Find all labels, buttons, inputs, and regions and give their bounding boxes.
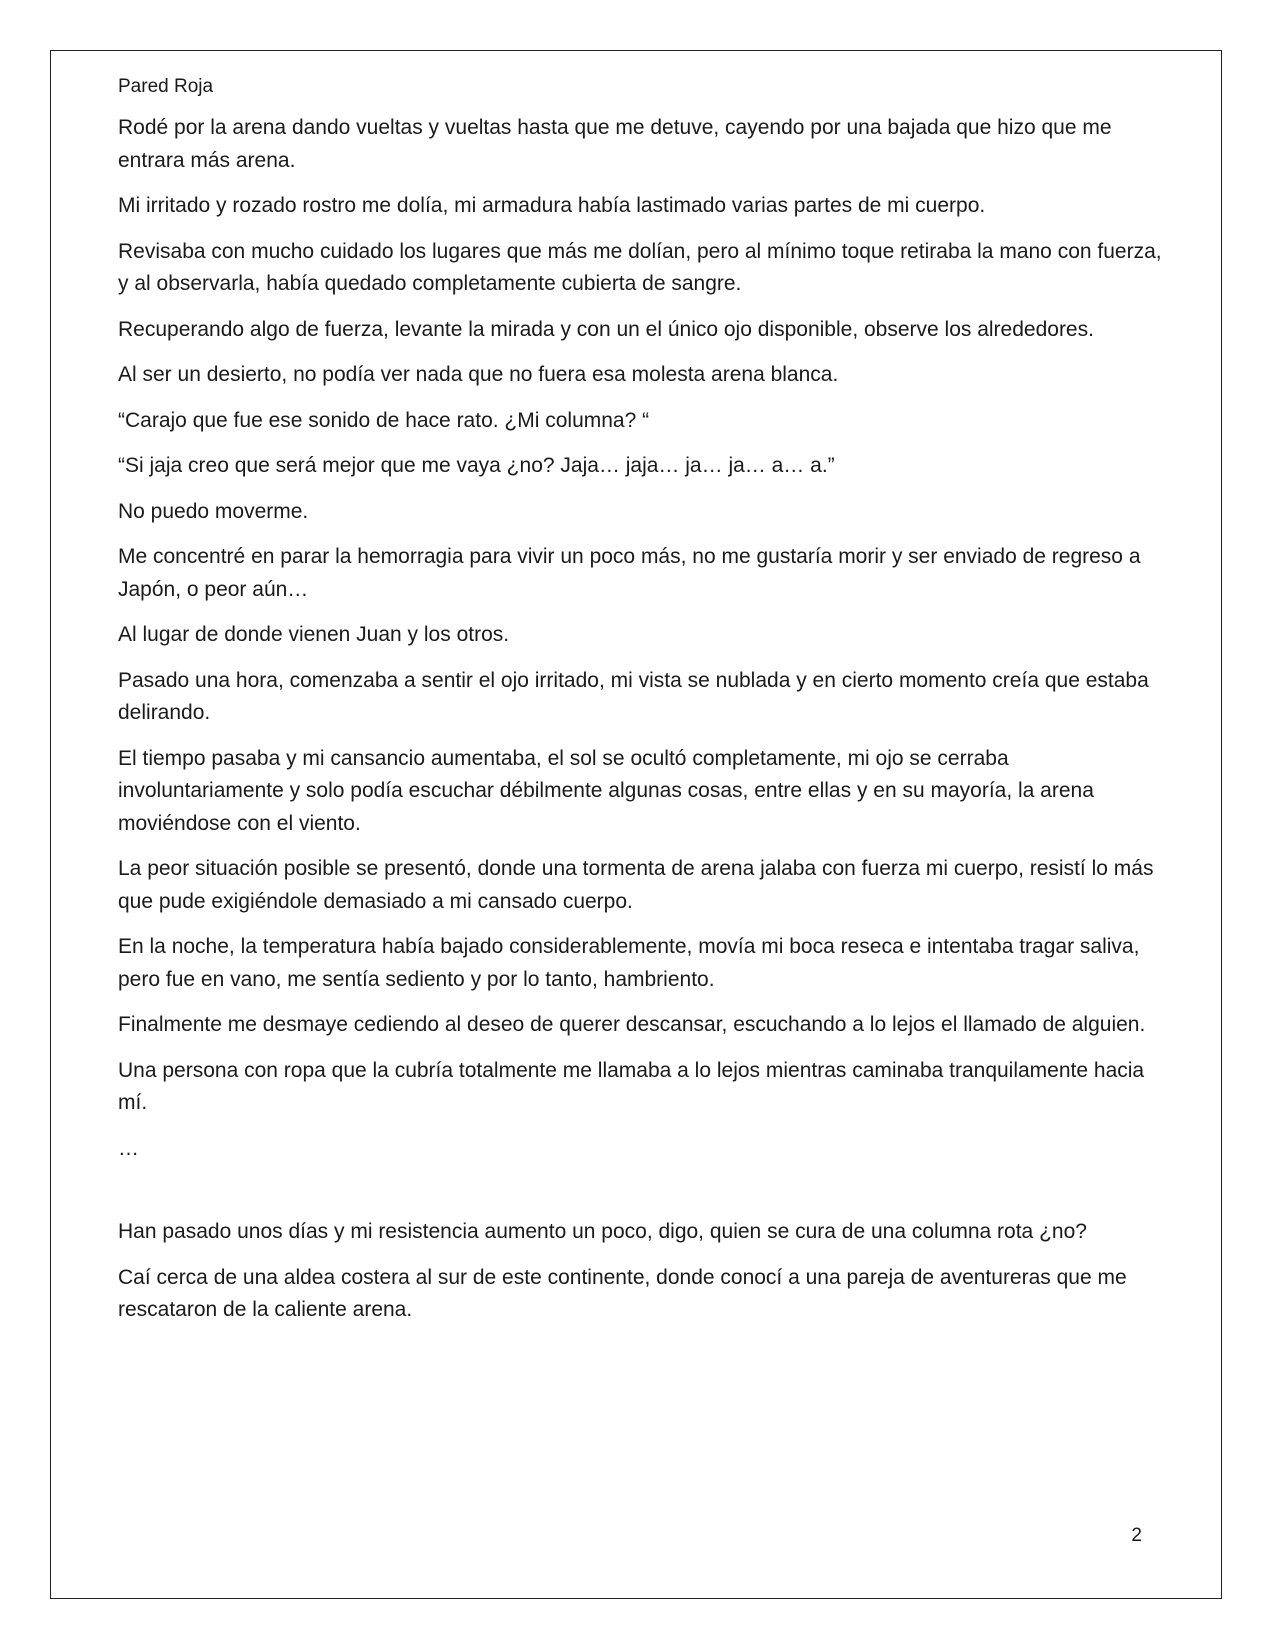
- paragraph: No puedo moverme.: [118, 499, 309, 523]
- paragraph: Una persona con ropa que la cubría totalmente me llamaba a lo lejos mientras caminaba tranquilamente hacia mí.: [118, 1058, 1145, 1114]
- section-gap: [118, 1178, 1163, 1216]
- paragraph: Pasado una hora, comenzaba a sentir el ojo irritado, mi vista se nublada y en cierto momento creía que estaba delirando.: [118, 668, 1149, 724]
- paragraph: Recuperando algo de fuerza, levante la mirada y con un el único ojo disponible, observe los alrededores.: [118, 317, 1094, 341]
- paragraph: Finalmente me desmaye cediendo al deseo de querer descansar, escuchando a lo lejos el llamado de alguien.: [118, 1013, 1146, 1036]
- paragraph: Al ser un desierto, no podía ver nada que no fuera esa molesta arena blanca.: [118, 363, 839, 386]
- paragraph: Me concentré en parar la hemorragia para vivir un poco más, no me gustaría morir y ser enviado de regreso a Japón, o peor aún…: [118, 545, 1141, 601]
- paragraph: Rodé por la arena dando vueltas y vueltas hasta que me detuve, cayendo por una bajada que hizo que me entrara más arena.: [118, 116, 1112, 172]
- paragraph: El tiempo pasaba y mi cansancio aumentaba, el sol se ocultó completamente, mi ojo se cerraba involuntariamente y solo podía escuchar débilmente algunas cosas, entre ellas y en su mayoría, la arena moviéndose con el viento.: [118, 746, 1094, 835]
- paragraph-dialogue: “Carajo que fue ese sonido de hace rato. ¿Mi columna? “: [118, 408, 650, 432]
- document-body: [118, 74, 1163, 1340]
- paragraph: Revisaba con mucho cuidado los lugares que más me dolían, pero al mínimo toque retiraba la mano con fuerza, y al observarla, había quedado completamente cubierta de sangre.: [118, 239, 1162, 295]
- paragraph: La peor situación posible se presentó, donde una tormenta de arena jalaba con fuerza mi cuerpo, resistí lo más que pude exigiéndole demasiado a mi cansado cuerpo.: [118, 857, 1154, 913]
- paragraph: Al lugar de donde vienen Juan y los otros.: [118, 623, 510, 646]
- paragraph-dialogue: “Si jaja creo que será mejor que me vaya ¿no? Jaja… jaja… ja… ja… a… a.”: [118, 454, 835, 477]
- paragraph: Mi irritado y rozado rostro me dolía, mi armadura había lastimado varias partes de mi cuerpo.: [118, 194, 986, 217]
- scene-break-ellipsis: …: [118, 1136, 139, 1160]
- document-header-title: Pared Roja: [118, 76, 214, 97]
- paragraph: En la noche, la temperatura había bajado considerablemente, movía mi boca reseca e intentaba tragar saliva, pero fue en vano, me sentía sediento y por lo tanto, hambriento.: [118, 935, 1140, 991]
- paragraph: Caí cerca de una aldea costera al sur de este continente, donde conocí a una pareja de aventureras que me rescataron de la caliente arena.: [118, 1265, 1127, 1321]
- paragraph: Han pasado unos días y mi resistencia aumento un poco, digo, quien se cura de una columna rota ¿no?: [118, 1220, 1087, 1243]
- page-number: 2: [1131, 1525, 1142, 1546]
